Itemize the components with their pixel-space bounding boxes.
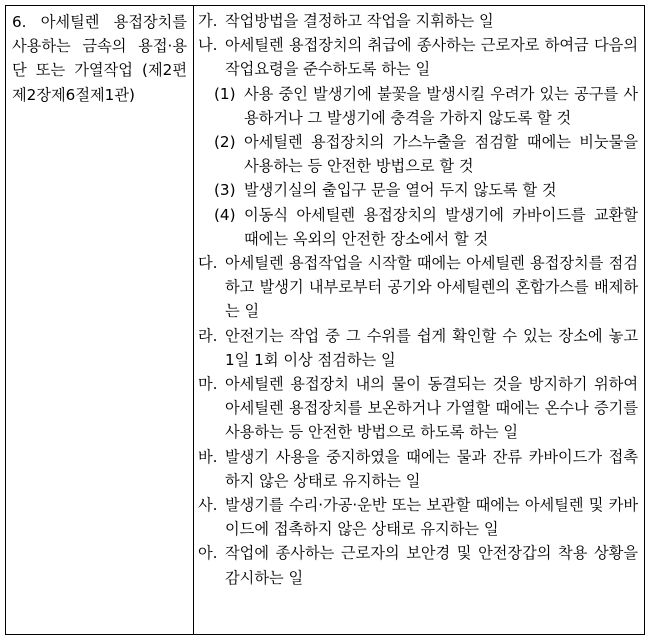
sub-item-text: 아세틸렌 용접장치의 가스누출을 점검할 때에는 비눗물을 사용하는 등 안전한 방법으로 할 것 [244,133,638,176]
item-text: 안전기는 작업 중 그 수위를 쉽게 확인할 수 있는 장소에 놓고 1일 1회 이상 점검하는 일 [225,326,638,369]
item-marker: 나. [198,36,218,55]
item-marker: 사. [198,496,218,515]
item-marker: 바. [198,447,218,466]
sub-item-marker: (3) [214,181,236,200]
item-marker: 다. [198,254,218,273]
duties-cell [194,6,644,590]
list-item-ra [198,324,638,372]
item-text: 작업방법을 결정하고 작업을 지휘하는 일 [225,12,494,30]
sub-item-text: 이동식 아세틸렌 용접장치의 발생기에 카바이드를 교환할 때에는 옥외의 안전한 장소에서 할 것 [244,205,638,248]
item-marker: 가. [198,12,218,30]
list-item-ba [198,445,638,493]
section-cell: 6. 아세틸렌 용접장치를 사용하는 금속의 용접·용단 또는 가열작업 (제2편제2장제6절제1관) [12,13,187,104]
sub-item-2 [198,130,638,178]
sub-item-marker: (1) [214,84,236,103]
item-marker: 라. [198,326,218,345]
item-text: 아세틸렌 용접장치 내의 물이 동결되는 것을 방지하기 위하여 아세틸렌 용접장치를 보온하거나 가열할 때에는 온수나 증기를 사용하는 등 안전한 방법으로 하도록 하는 일 [225,375,638,442]
sub-item-text: 사용 중인 발생기에 불꽃을 발생시킬 우려가 있는 공구를 사용하거나 그 발생기에 충격을 가하지 않도록 할 것 [244,84,638,127]
list-item-sa [198,493,638,541]
sub-item-1 [198,82,638,130]
item-marker: 마. [198,375,218,394]
item-text: 발생기를 수리·가공·운반 또는 보관할 때에는 아세틸렌 및 카바이드에 접촉하지 않은 상태로 유지하는 일 [225,496,638,539]
list-item-da [198,251,638,324]
item-text: 발생기 사용을 중지하였을 때에는 물과 잔류 카바이드가 접촉하지 않은 상태로 유지하는 일 [225,447,638,490]
sub-item-marker: (2) [214,133,236,152]
list-item-na [198,33,638,81]
sub-item-3 [198,178,638,202]
item-text: 작업에 종사하는 근로자의 보안경 및 안전장갑의 착용 상황을 감시하는 일 [225,544,638,587]
item-marker: 아. [198,544,218,563]
sub-item-marker: (4) [214,205,236,224]
sub-item-text: 발생기실의 출입구 문을 열어 두지 않도록 할 것 [244,181,557,200]
sub-item-4 [198,203,638,251]
list-item-a [198,541,638,589]
list-item-ga [198,9,638,33]
item-text: 아세틸렌 용접장치의 취급에 종사하는 근로자로 하여금 다음의 작업요령을 준수하도록 하는 일 [225,36,638,79]
regulation-table [5,5,645,635]
list-item-ma [198,372,638,445]
item-text: 아세틸렌 용접작업을 시작할 때에는 아세틸렌 용접장치를 점검하고 발생기 내부로부터 공기와 아세틸렌의 혼합가스를 배제하는 일 [225,254,638,321]
